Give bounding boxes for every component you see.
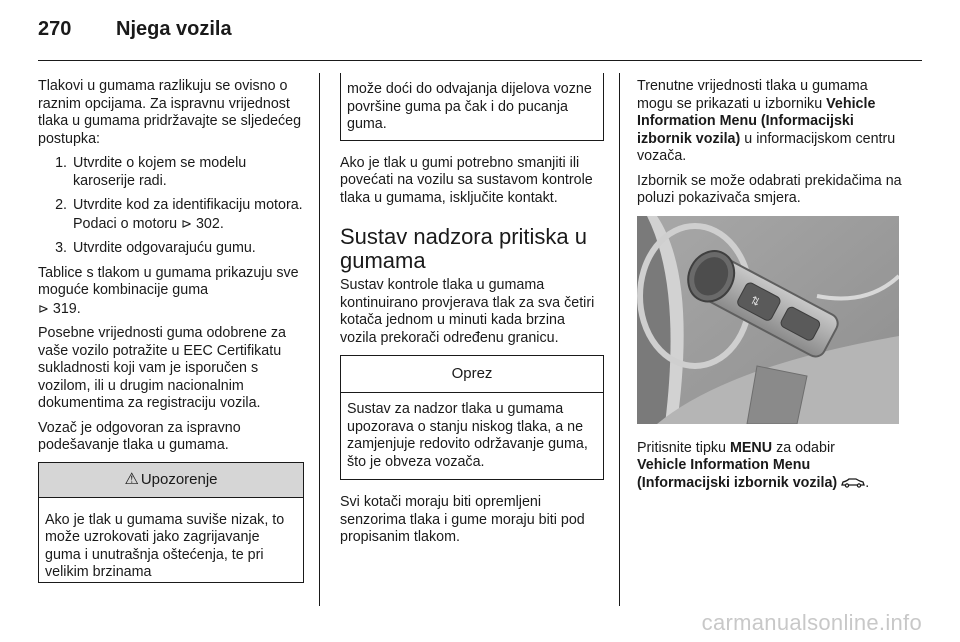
page-title: Njega vozila [116, 18, 232, 40]
paragraph-text: Trenutne vrijednosti tlaka u gumama mogu se prikazati u izborniku [637, 78, 868, 112]
column-2 [340, 73, 604, 554]
sensors-paragraph: Svi kotači moraju biti opremljeni senzorima tlaka i gume moraju biti pod propisanim tlakom. [340, 494, 585, 545]
step-text: Utvrdite odgovarajuću gumu. [73, 240, 256, 256]
page-number: 270 [38, 18, 72, 40]
turn-signal-lever-illustration [637, 216, 899, 424]
warning-body: Ako je tlak u gumama suviše nizak, to može uzrokovati jako zagrijavanje guma i unutrašnja oštećenja, te pri velikim brzinama [45, 511, 285, 580]
step-text: Utvrdite kod za identifikaciju motora. Podaci o motoru [73, 197, 303, 232]
engine-data-ref-link[interactable]: 302. [195, 215, 224, 232]
column-divider-1 [319, 73, 320, 606]
warning-box-continued: može doći do odvajanja dijelova vozne površine guma pa čak i do pucanja guma. [340, 73, 604, 141]
current-values-paragraph [637, 78, 905, 166]
svg-text:⇅: ⇅ [748, 293, 762, 309]
page-header [38, 18, 232, 48]
menu-button-label: MENU [729, 439, 773, 456]
paragraph-text: Pritisnite tipku [637, 439, 726, 456]
procedure-steps [38, 155, 304, 258]
paragraph-text: . [865, 474, 870, 491]
column-1 [38, 78, 304, 583]
special-values-paragraph: Posebne vrijednosti guma odobrene za vaše vozilo potražite u EEC Certifikatu sukladnosti koji vam je isporučen s vozilom, ili u drugim nacionalnim dokumentima za registraciju vozila. [38, 325, 286, 411]
menu-name: Vehicle Information Menu (Informacijski izbornik vozila) [637, 95, 876, 147]
warning-title: Upozorenje [140, 470, 218, 488]
turn-signal-lever-image [637, 216, 899, 424]
step-number: 1. [55, 155, 67, 171]
section-heading: Sustav nadzora pritiska u gumama [340, 224, 588, 273]
step-text: Utvrdite o kojem se modelu karoserije radi. [73, 155, 247, 189]
menu-select-paragraph: Izbornik se može odabrati prekidačima na poluzi pokazivača smjera. [637, 172, 902, 206]
caution-body: Sustav za nadzor tlaka u gumama upozorava o stanju niskog tlaka, a ne zamjenjuje redovito održavanje guma, što je obveza vozača. [347, 401, 588, 470]
step-number: 2. [55, 197, 67, 213]
step-item [38, 240, 304, 258]
watermark: carmanualsonline.info [701, 610, 922, 635]
adjust-pressure-paragraph: Ako je tlak u gumi potrebno smanjiti ili povećati na vozilu sa sustavom kontrole tlaka u gumama, isključite kontakt. [340, 154, 593, 206]
intro-paragraph: Tlakovi u gumama razlikuju se ovisno o raznim opcijama. Za ispravnu vrijednost tlaka u gumama pridržavajte se sljedećeg postupka: [38, 78, 302, 147]
section-paragraph: Sustav kontrole tlaka u gumama kontinuirano provjerava tlak za sva četiri kotača jednom u minuti kada brzina vozila prekorači određenu granicu. [340, 277, 595, 346]
header-divider [38, 60, 922, 61]
car-icon [841, 476, 865, 488]
column-3 [637, 78, 905, 499]
tables-text: Tablice s tlakom u gumama prikazuju sve moguće kombinacije guma [38, 264, 299, 298]
tyre-tables-ref-link[interactable]: 319. [52, 300, 81, 317]
press-menu-paragraph [637, 440, 905, 493]
caution-box [340, 355, 604, 480]
page-reference-arrow-icon: ⊳ [38, 300, 49, 316]
warning-box [38, 462, 304, 583]
step-item [38, 197, 304, 233]
page-reference-arrow-icon: ⊳ [181, 215, 192, 231]
tables-paragraph [38, 265, 304, 319]
driver-responsibility-paragraph: Vozač je odgovoran za ispravno podešavanje tlaka u gumama. [38, 419, 241, 453]
paragraph-text: za odabir [776, 439, 835, 456]
step-number: 3. [55, 240, 67, 256]
warning-triangle-icon: ⚠ [124, 470, 139, 488]
step-item [38, 155, 304, 190]
warning-header [39, 463, 303, 498]
column-divider-2 [619, 73, 620, 606]
caution-title: Oprez [341, 356, 603, 393]
step-text-with-ref [73, 197, 304, 233]
menu-name: Vehicle Information Menu (Informacijski izbornik vozila) [637, 457, 838, 491]
paragraph-text: u informacijskom centru vozača. [637, 130, 896, 164]
